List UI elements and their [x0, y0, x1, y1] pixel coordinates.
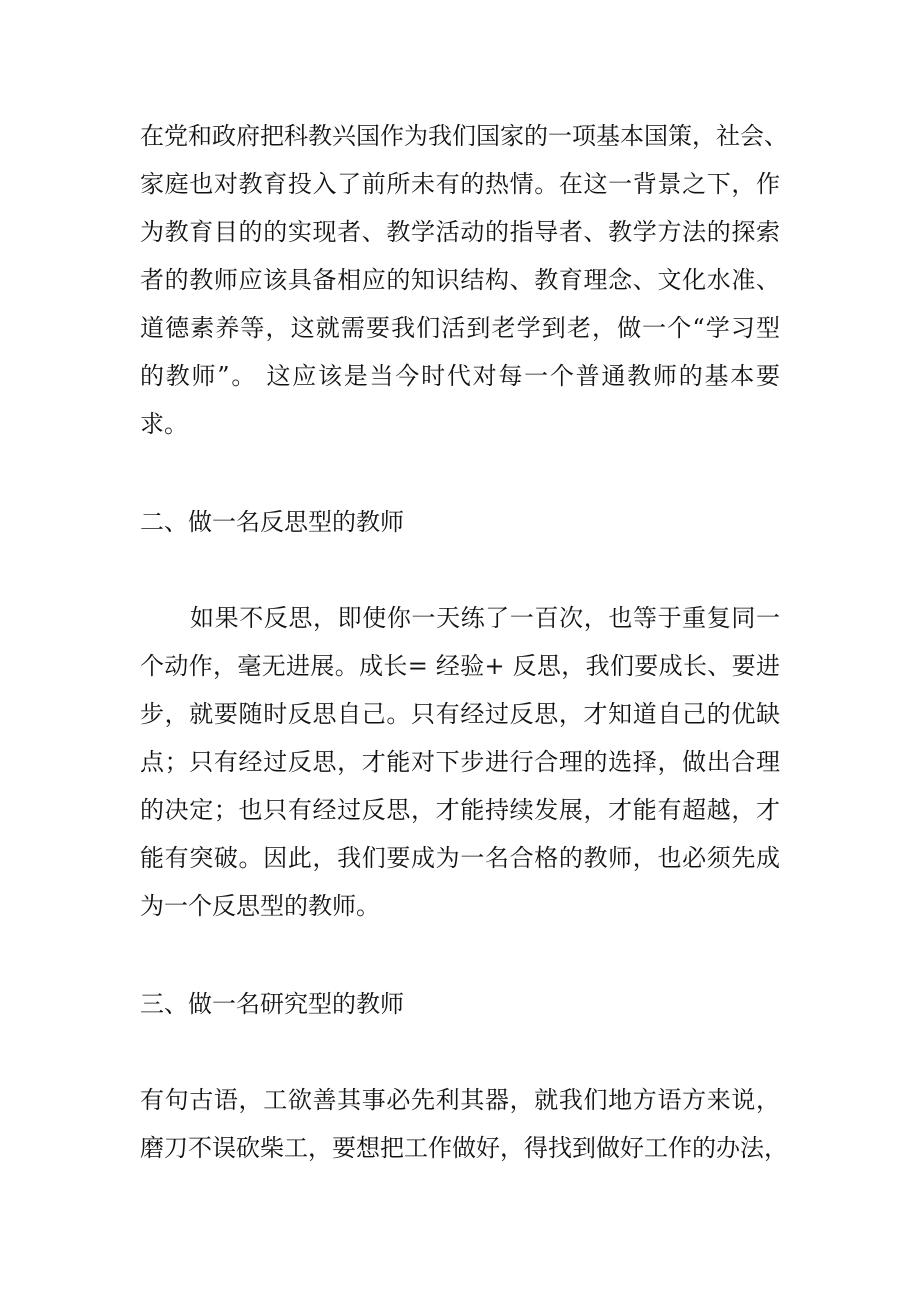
paragraph-3-line: 磨刀不误砍柴工，要想把工作做好，得找到做好工作的办法， [140, 1134, 788, 1162]
paragraph-1-line: 在党和政府把科教兴国作为我们国家的一项基本国策，社会、 [140, 122, 788, 150]
paragraph-2-line: 点；只有经过反思，才能对下步进行合理的选择，做出合理 [140, 748, 780, 776]
paragraph-1-line: 求。 [140, 410, 188, 438]
paragraph-1-line: 的教师”。 这应该是当今时代对每一个普通教师的基本要 [140, 362, 780, 390]
paragraph-2-line: 个动作，毫无进展。成长= 经验+ 反思，我们要成长、要进 [140, 652, 780, 680]
paragraph-2-line: 能有突破。因此，我们要成为一名合格的教师，也必须先成 [140, 844, 780, 872]
paragraph-2-line: 的决定；也只有经过反思，才能持续发展，才能有超越，才 [140, 796, 780, 824]
paragraph-1-line: 为教育目的的实现者、教学活动的指导者、教学方法的探索 [140, 218, 780, 246]
paragraph-2-line: 步，就要随时反思自己。只有经过反思，才知道自己的优缺 [140, 700, 780, 728]
paragraph-1-line: 者的教师应该具备相应的知识结构、教育理念、文化水准、 [140, 266, 780, 294]
paragraph-3-line: 有句古语，工欲善其事必先利其器，就我们地方语方来说， [140, 1086, 780, 1114]
paragraph-2-line: 如果不反思，即使你一天练了一百次，也等于重复同一 [190, 604, 780, 632]
paragraph-1-line: 家庭也对教育投入了前所未有的热情。在这一背景之下，作 [140, 170, 780, 198]
section-heading-2: 二、做一名反思型的教师 [140, 508, 404, 536]
paragraph-2-line: 为一个反思型的教师。 [140, 892, 380, 920]
section-heading-3: 三、做一名研究型的教师 [140, 990, 404, 1018]
paragraph-1-line: 道德素养等，这就需要我们活到老学到老，做一个“学习型 [140, 314, 780, 342]
